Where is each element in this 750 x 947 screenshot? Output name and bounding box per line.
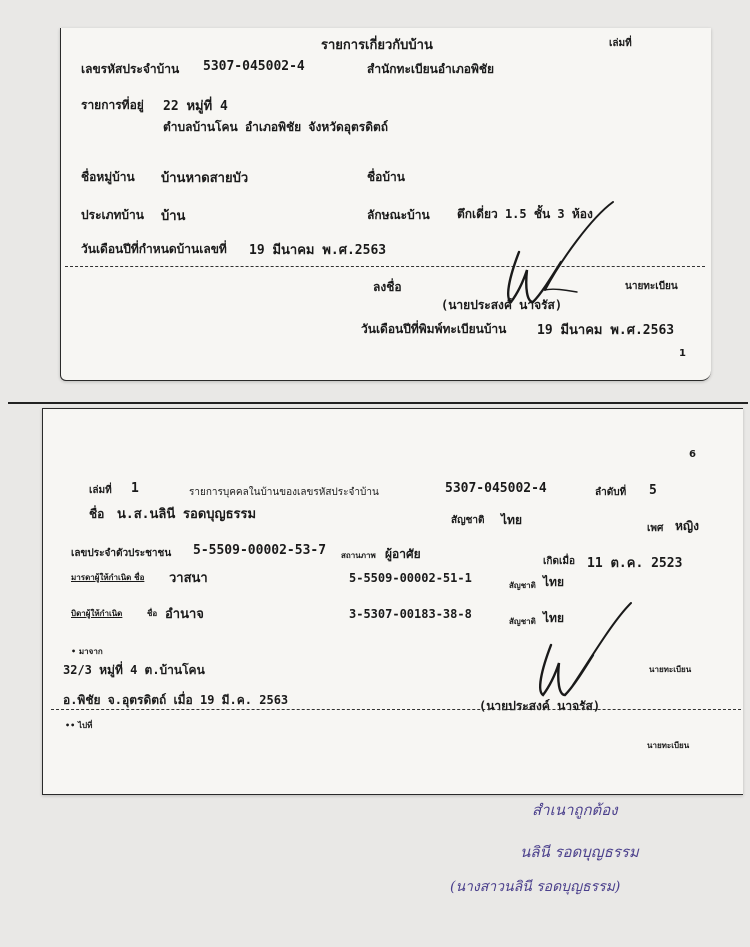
moved-from-line1: 32/3 หมู่ที่ 4 ต.บ้านโคน (63, 663, 205, 677)
father-nationality: ไทย (543, 611, 564, 625)
assigned-date: 19 มีนาคม พ.ศ.2563 (249, 243, 387, 258)
house-name-label: ชื่อบ้าน (367, 170, 405, 184)
handwritten-name: นลินี รอดบุญธรรม (520, 843, 639, 861)
book-number: 1 (131, 481, 139, 496)
order-label: ลำดับที่ (595, 487, 627, 498)
print-date: 19 มีนาคม พ.ศ.2563 (537, 323, 675, 338)
status: ผู้อาศัย (385, 547, 421, 561)
house-style-label: ลักษณะบ้าน (367, 208, 430, 222)
moved-to-label: •• ไปที่ (65, 721, 93, 730)
mother-nationality-label: สัญชาติ (509, 581, 536, 590)
handwritten-certification: สำเนาถูกต้อง (532, 801, 618, 819)
nationality-label: สัญชาติ (451, 515, 485, 526)
address-label: รายการที่อยู่ (81, 98, 144, 112)
address-line2: ตำบลบ้านโคน อำเภอพิชัย จังหวัดอุตรดิตถ์ (163, 120, 389, 134)
house-type: บ้าน (161, 209, 186, 224)
page-number: 6 (689, 449, 696, 460)
person-info-card (42, 408, 743, 795)
sex: หญิง (675, 519, 699, 533)
status-label: สถานภาพ (341, 551, 376, 560)
registrar-label: นายทะเบียน (625, 281, 678, 292)
registry-office: สำนักทะเบียนอำเภอพิชัย (367, 62, 495, 76)
moved-from-line2: อ.พิชัย จ.อุตรดิตถ์ เมื่อ 19 มี.ค. 2563 (63, 693, 289, 707)
print-date-label: วันเดือนปีที่พิมพ์ทะเบียนบ้าน (361, 322, 507, 336)
book-no-label: เล่มที่ (609, 38, 632, 49)
father-nationality-label: สัญชาติ (509, 617, 536, 626)
person-list-label: รายการบุคคลในบ้านของเลขรหัสประจำบ้าน (189, 487, 379, 498)
id-label: เลขประจำตัวประชาชน (71, 548, 172, 559)
father-id: 3-5307-00183-38-8 (349, 607, 472, 621)
house-code-label: เลขรหัสประจำบ้าน (81, 62, 180, 76)
registrar-signature (481, 198, 631, 318)
house-style: ตึกเดี่ยว 1.5 ชั้น 3 ห้อง (457, 207, 593, 221)
mother-label: มารดาผู้ให้กำเนิด ชื่อ (71, 573, 145, 582)
handwritten-full-name: (นางสาวนลินี รอดบุญธรรม) (450, 879, 621, 895)
birth-date: 11 ต.ค. 2523 (587, 556, 683, 571)
page-number: 1 (679, 348, 686, 359)
assigned-date-label: วันเดือนปีที่กำหนดบ้านเลขที่ (81, 242, 227, 256)
registrar-signature (513, 601, 643, 711)
id-number: 5-5509-00002-53-7 (193, 543, 327, 558)
registrar-label: นายทะเบียน (647, 741, 690, 750)
mother-name: วาสนา (169, 571, 208, 586)
name-label: ชื่อ (89, 507, 105, 521)
village-name: บ้านหาดสายบัว (161, 171, 249, 186)
house-code: 5307-045002-4 (203, 59, 305, 74)
sex-label: เพศ (647, 523, 664, 534)
registrar-name: (นายประสงค์ นาจรัส) (441, 298, 563, 312)
registrar-label: นายทะเบียน (649, 665, 692, 674)
address-line1: 22 หมู่ที่ 4 (163, 99, 228, 114)
card-title: รายการเกี่ยวกับบ้าน (321, 38, 433, 53)
mother-id: 5-5509-00002-51-1 (349, 571, 472, 585)
birth-label: เกิดเมื่อ (543, 556, 575, 567)
mother-nationality: ไทย (543, 575, 564, 589)
page-divider (8, 402, 748, 404)
father-name: อำนาจ (165, 607, 204, 622)
house-type-label: ประเภทบ้าน (81, 208, 144, 222)
village-label: ชื่อหมู่บ้าน (81, 170, 135, 184)
house-code: 5307-045002-4 (445, 481, 547, 496)
book-label: เล่มที่ (89, 485, 112, 496)
sign-label: ลงชื่อ (373, 280, 402, 294)
father-label: บิดาผู้ให้กำเนิด (71, 609, 123, 618)
nationality: ไทย (501, 513, 522, 527)
house-info-card (60, 28, 711, 381)
moved-from-label: • มาจาก (71, 647, 103, 656)
father-name-label: ชื่อ (147, 609, 158, 618)
order-number: 5 (649, 483, 657, 498)
registrar-name: (นายประสงค์ นาจรัส) (479, 699, 601, 713)
person-name: น.ส.นลินี รอดบุญธรรม (117, 507, 257, 522)
